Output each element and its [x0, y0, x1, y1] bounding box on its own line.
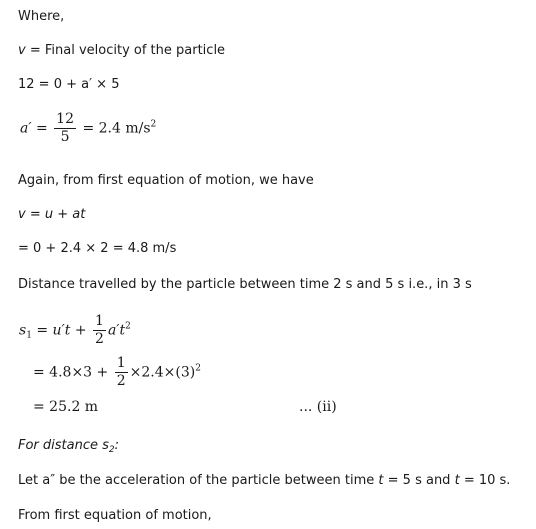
s1-substitution-tail-exponent: 2 — [195, 363, 201, 374]
again-text: Again, from first equation of motion, we have — [18, 173, 314, 188]
s1-formula-tail-exponent: 2 — [125, 321, 131, 332]
for-distance-subscript: 2 — [108, 445, 115, 455]
s1-substitution-half-denominator: 2 — [116, 373, 126, 389]
distance-text: Distance travelled by the particle between time 2 s and 5 s i.e., in 3 s — [18, 277, 472, 292]
a-prime-rhs: = 2.4 m/s — [82, 120, 151, 137]
s1-substitution-half-numerator: 1 — [116, 355, 126, 371]
s1-half-fraction — [93, 313, 106, 348]
equation-reference-ii: ... (ii) — [299, 399, 337, 415]
s1-substitution-tail: ×2.4×(3) — [129, 364, 196, 381]
s1-half-denominator: 2 — [95, 331, 104, 347]
a-prime-denominator: 5 — [60, 129, 70, 145]
s1-substitution-half — [115, 355, 128, 390]
let-acceleration-start: Let a″ be the acceleration of the particle between time — [18, 473, 379, 488]
time-symbol-1: t — [378, 473, 384, 488]
a-prime-numerator: 12 — [56, 111, 74, 127]
s1-symbol: s — [19, 322, 27, 339]
from-first-equation-text: From first equation of motion, — [18, 508, 212, 523]
time-symbol-2: t — [454, 473, 460, 488]
let-acceleration-middle: = 5 s and — [383, 473, 455, 488]
s1-substitution — [33, 355, 201, 390]
velocity-symbol: v — [18, 43, 26, 58]
for-distance-colon: : — [114, 438, 120, 453]
s1-half-numerator: 1 — [95, 313, 104, 329]
equation-12: 12 = 0 + a′ × 5 — [18, 77, 120, 92]
s1-result: = 25.2 m — [33, 399, 99, 415]
velocity-definition-text: = Final velocity of the particle — [25, 43, 226, 58]
a-prime-fraction — [54, 111, 76, 146]
for-distance-text: For distance s — [18, 438, 109, 453]
velocity-definition — [18, 43, 225, 59]
s1-formula-tail: a′t — [107, 322, 126, 339]
s1-subscript: 1 — [26, 330, 32, 341]
let-acceleration-text — [18, 473, 510, 489]
a-prime-rhs-exponent: 2 — [150, 119, 157, 130]
s1-formula — [19, 313, 131, 348]
s1-formula-middle: = u′t + — [31, 322, 87, 339]
a-prime-lhs: a′ = — [20, 120, 48, 137]
where-label: Where, — [18, 9, 65, 24]
for-distance-heading — [18, 438, 119, 458]
s1-substitution-lhs: = 4.8×3 + — [33, 364, 109, 381]
v-calculation: = 0 + 2.4 × 2 = 4.8 m/s — [18, 241, 177, 256]
a-prime-equation — [20, 111, 156, 146]
let-acceleration-end: = 10 s. — [459, 473, 511, 488]
v-equation: v = u + at — [18, 207, 86, 222]
